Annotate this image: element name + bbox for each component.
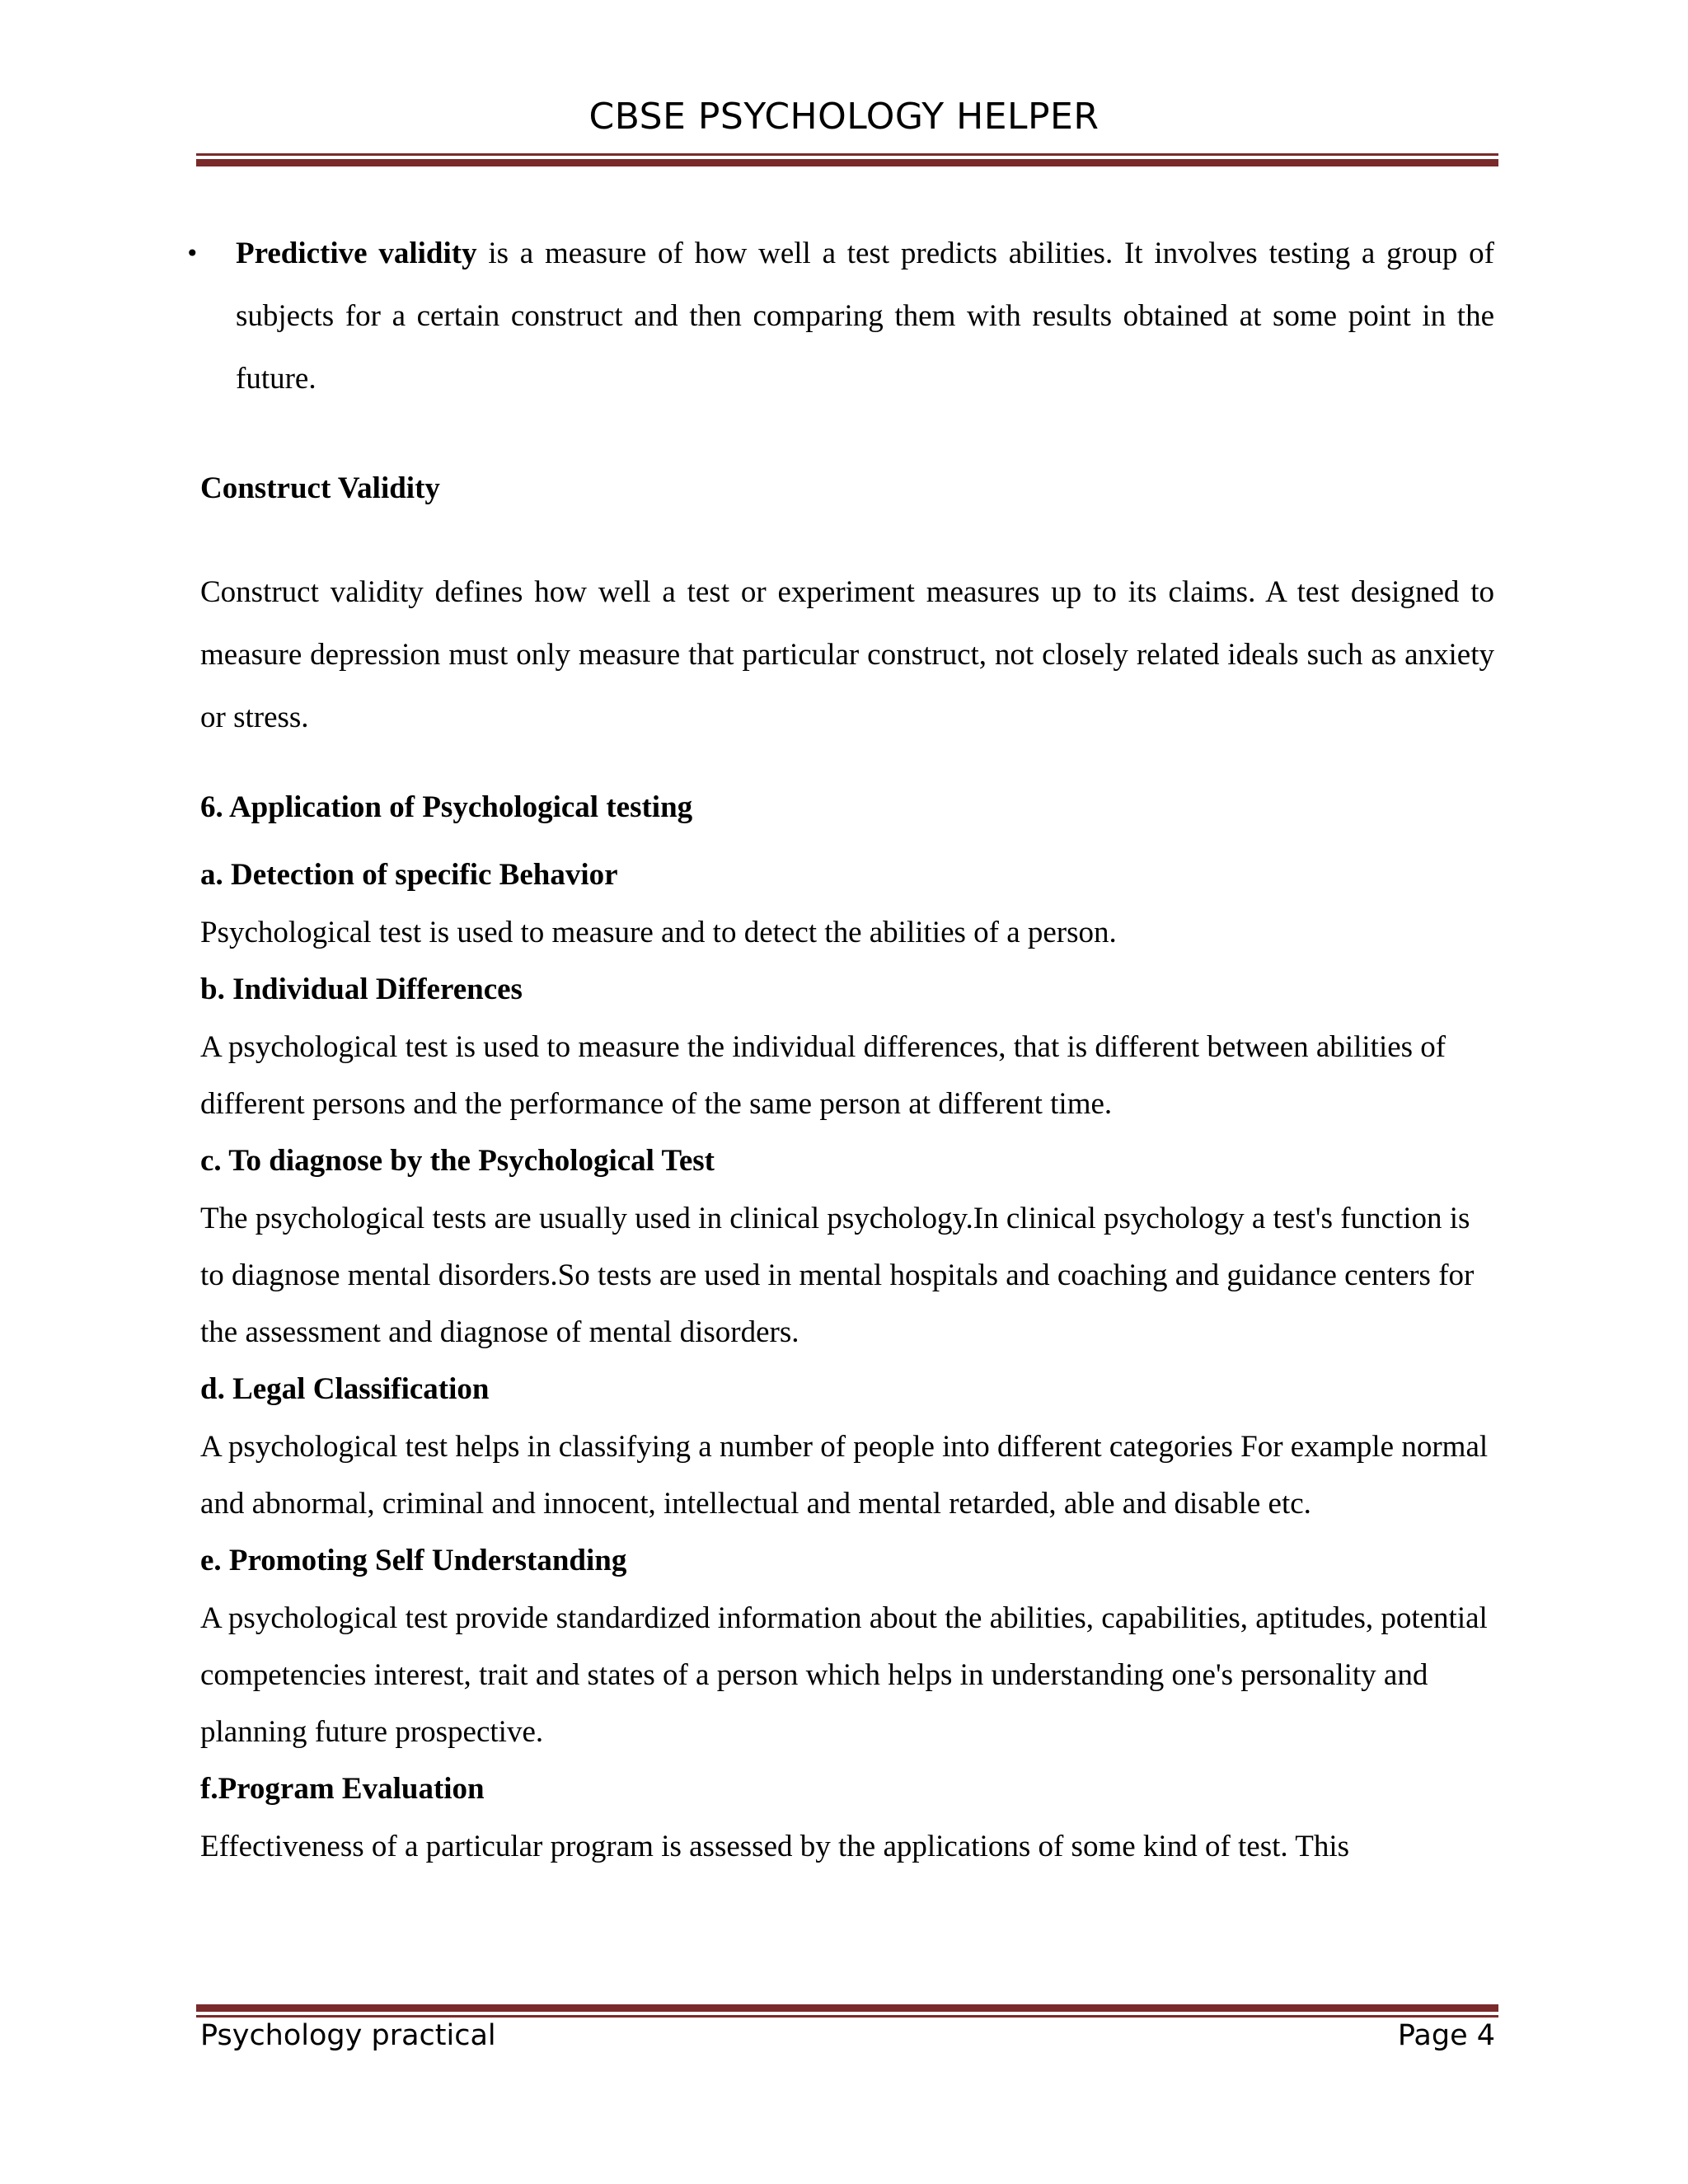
section-heading: a. Detection of specific Behavior bbox=[200, 858, 618, 892]
section-text: A psychological test helps in classifying a number of people into different categories For example normal and abnormal, criminal and innocent, intellectual and mental retarded, able and disable etc. bbox=[200, 1430, 1489, 1521]
page-number: Page 4 bbox=[1397, 2019, 1495, 2052]
application-heading: 6. Application of Psychological testing bbox=[200, 790, 693, 824]
section-text: Psychological test is used to measure and to detect the abilities of a person. bbox=[200, 916, 1117, 949]
section-text: Effectiveness of a particular program is assessed by the applications of some kind of test. This bbox=[200, 1830, 1350, 1863]
bullet-text: is a measure of how well a test predicts abilities. It involves testing a group of subjects for a certain construct and then comparing them with results obtained at some point in the future. bbox=[236, 237, 1494, 396]
section-text: A psychological test is used to measure the individual differences, that is different between abilities of different persons and the performance of the same person at different time. bbox=[200, 1030, 1447, 1121]
bullet-term: Predictive validity bbox=[236, 237, 477, 270]
section-heading: f.Program Evaluation bbox=[200, 1772, 485, 1806]
footer-title: Psychology practical bbox=[200, 2019, 496, 2052]
section-text: A psychological test provide standardized information about the abilities, capabilities, aptitudes, potential competencies interest, trait and states of a person which helps in understanding one's personality and planning future prospective. bbox=[200, 1601, 1488, 1749]
document-body bbox=[185, 223, 1494, 1875]
construct-validity-paragraph: Construct validity defines how well a test or experiment measures up to its claims. A test designed to measure depression must only measure that particular construct, not closely related ideals such as anxiety or stress. bbox=[200, 575, 1494, 734]
section-heading: e. Promoting Self Understanding bbox=[200, 1544, 627, 1577]
bullet-icon: • bbox=[185, 240, 199, 267]
section-text: The psychological tests are usually used in clinical psychology.In clinical psychology a test's function is to diagnose mental disorders.So tests are used in mental hospitals and coaching and guidance centers for the assessment and diagnose of mental disorders. bbox=[200, 1202, 1475, 1349]
bullet-item-predictive-validity bbox=[185, 223, 1494, 410]
section-heading: c. To diagnose by the Psychological Test bbox=[200, 1144, 715, 1178]
construct-validity-heading: Construct Validity bbox=[200, 471, 440, 505]
section-heading: b. Individual Differences bbox=[200, 972, 523, 1006]
header-divider bbox=[196, 153, 1498, 166]
section-heading: d. Legal Classification bbox=[200, 1372, 490, 1406]
page-header-title: CBSE PSYCHOLOGY HELPER bbox=[588, 96, 1100, 138]
footer-divider bbox=[196, 2004, 1498, 2018]
